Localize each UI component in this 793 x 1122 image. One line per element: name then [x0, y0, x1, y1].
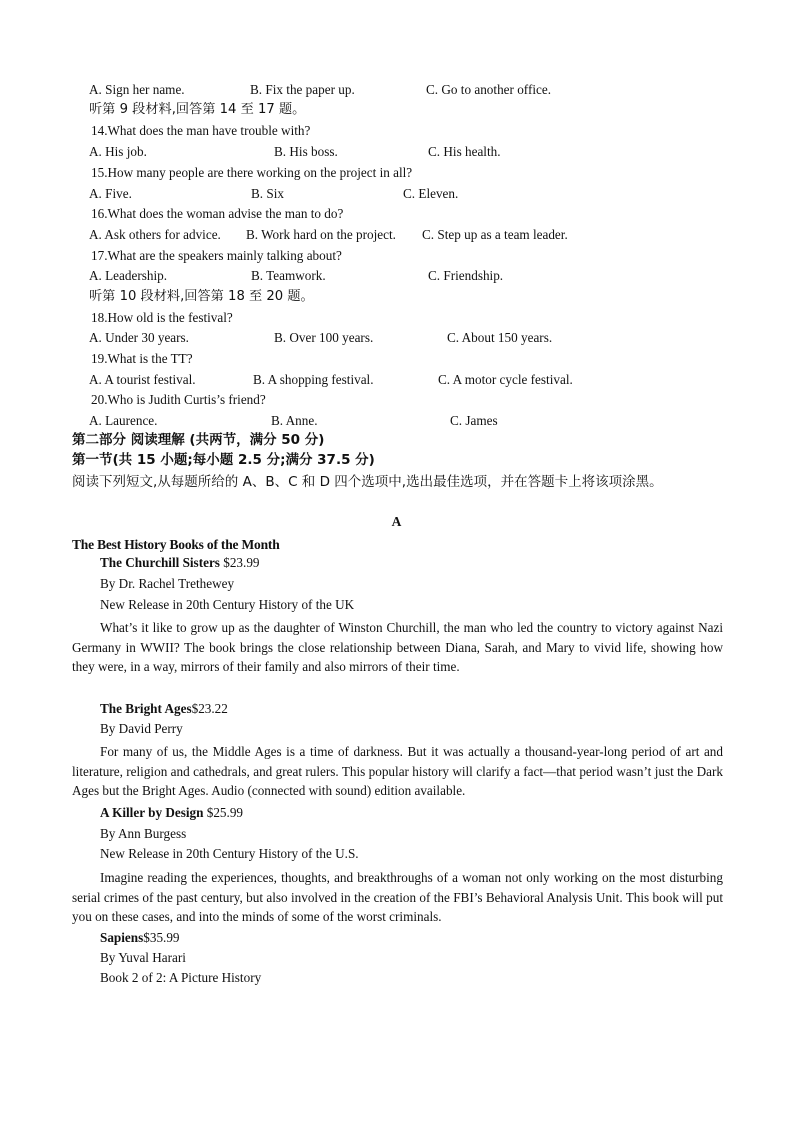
q14-option-c: C. His health.: [428, 144, 501, 159]
book-3-heading: [100, 805, 243, 821]
q15-option-a: A. Five.: [89, 186, 132, 201]
q14-stem: 14.What does the man have trouble with?: [91, 123, 311, 138]
q20-option-b: B. Anne.: [271, 413, 318, 428]
passage-title: The Best History Books of the Month: [72, 537, 280, 552]
book-4-note: Book 2 of 2: A Picture History: [100, 970, 262, 985]
book-1-author: By Dr. Rachel Trethewey: [100, 576, 235, 591]
book-1-note: New Release in 20th Century History of the UK: [100, 597, 355, 612]
q13-option-a: A. Sign her name.: [89, 82, 185, 97]
book-4-price: $35.99: [143, 930, 180, 945]
reading-instructions: 阅读下列短文,从每题所给的 A、B、C 和 D 四个选项中,选出最佳选项，并在答题卡上将该项涂黑。: [72, 474, 663, 490]
q17-option-a: A. Leadership.: [89, 268, 167, 283]
q18-stem: 18.How old is the festival?: [91, 310, 233, 325]
q18-option-a: A. Under 30 years.: [89, 330, 189, 345]
book-3-description: Imagine reading the experiences, thoughts, and breakthroughs of a woman not only working on the most disturbing serial crimes of the past century, but also involved in the creation of the FBI’s Behavioral Analysis Unit. This book will put you on these cases, and into the minds of some of the worst criminals.: [72, 870, 723, 925]
q16-option-b: B. Work hard on the project.: [246, 227, 396, 242]
section1-heading: 第一节(共 15 小题;每小题 2.5 分;满分 37.5 分): [72, 452, 375, 468]
q17-stem: 17.What are the speakers mainly talking about?: [91, 248, 342, 263]
book-3-price: $25.99: [206, 805, 243, 820]
q16-stem: 16.What does the woman advise the man to do?: [91, 206, 344, 221]
q20-option-a: A. Laurence.: [89, 413, 158, 428]
section-10-intro: 听第 10 段材料,回答第 18 至 20 题。: [89, 289, 314, 304]
book-1-title: The Churchill Sisters: [100, 555, 220, 570]
q19-option-b: B. A shopping festival.: [253, 372, 374, 387]
book-1-heading: [100, 555, 260, 571]
q14-option-a: A. His job.: [89, 144, 147, 159]
book-1-price: $23.99: [223, 555, 260, 570]
q20-stem: 20.Who is Judith Curtis’s friend?: [91, 392, 266, 407]
book-3-title: A Killer by Design: [100, 805, 204, 820]
q13-option-c: C. Go to another office.: [426, 82, 552, 97]
q14-option-b: B. His boss.: [274, 144, 338, 159]
book-3-note: New Release in 20th Century History of the U.S.: [100, 846, 359, 861]
q13-option-b: B. Fix the paper up.: [250, 82, 355, 97]
q15-stem: 15.How many people are there working on the project in all?: [91, 165, 413, 180]
book-2-price: $23.22: [191, 701, 228, 716]
q18-option-c: C. About 150 years.: [447, 330, 553, 345]
book-2-title: The Bright Ages: [100, 701, 192, 716]
q15-option-c: C. Eleven.: [403, 186, 459, 201]
q19-stem: 19.What is the TT?: [91, 351, 193, 366]
part2-heading: 第二部分 阅读理解 (共两节，满分 50 分): [72, 432, 325, 448]
q16-option-a: A. Ask others for advice.: [89, 227, 221, 242]
q19-option-a: A. A tourist festival.: [89, 372, 196, 387]
book-2-description: For many of us, the Middle Ages is a time of darkness. But it was actually a thousand-year-long period of art and literature, religion and cathedrals, and great rulers. This popular history will clarify a fact—that period wasn’t just the Dark Ages but the Bright Ages. Audio (connected with sound) edition available.: [72, 744, 723, 799]
book-4-title: Sapiens: [100, 930, 144, 945]
q19-option-c: C. A motor cycle festival.: [438, 372, 573, 387]
q16-option-c: C. Step up as a team leader.: [422, 227, 568, 242]
passage-label: A: [391, 514, 402, 529]
book-1-description: What’s it like to grow up as the daughter of Winston Churchill, the man who led the country to victory against Nazi Germany in WWII? The book brings the close relationship between Diana, Sarah, and Mary to vivid life, showing how they were, in a way, mirrors of their family and also mirrors of their time.: [72, 620, 723, 675]
q15-option-b: B. Six: [251, 186, 284, 201]
q20-option-c: C. James: [450, 413, 498, 428]
book-4-author: By Yuval Harari: [100, 950, 186, 965]
book-4-heading: [100, 930, 180, 946]
book-3-author: By Ann Burgess: [100, 826, 187, 841]
book-2-author: By David Perry: [100, 721, 183, 736]
q17-option-b: B. Teamwork.: [251, 268, 326, 283]
book-2-heading: [100, 701, 228, 717]
q18-option-b: B. Over 100 years.: [274, 330, 374, 345]
section-9-intro: 听第 9 段材料,回答第 14 至 17 题。: [89, 102, 306, 117]
q17-option-c: C. Friendship.: [428, 268, 504, 283]
